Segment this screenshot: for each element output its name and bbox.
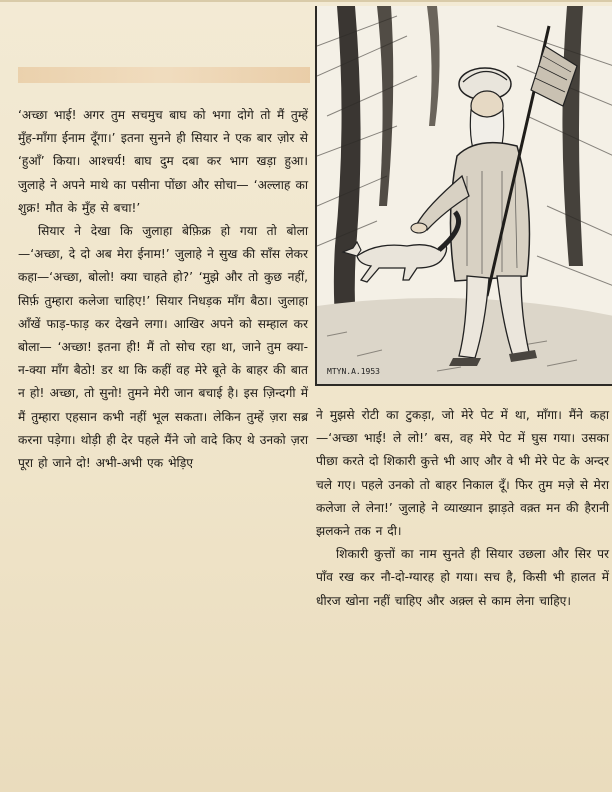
paragraph: सियार ने देखा कि जुलाहा बेफ़िक्र हो गया तो बोला—‘अच्छा, दे दो अब मेरा ईनाम!’ जुलाहे ने सुख की साँस लेकर कहा—‘अच्छा, बोलो! क्या चाहते हो?’ ‘मुझे और तो कुछ नहीं, सिर्फ़ तुम्हारा कलेजा चाहिए!’ सियार निधड़क माँग बैठा। जुलाहा आँखें फाड़-फाड़ कर देखने लगा। आखिर अपने को सम्हाल कर बोला— ‘अच्छा! इतना ही! मैं तो सोच रहा था, जाने तुम क्या-न-क्या माँग बैठो! डर था कि कहीं वह मेरे बूते के बाहर की बात न हो! अच्छा, तो सुनो! तुमने मेरी जान बचाई है। इस ज़िन्दगी में मैं तुम्हारा एहसान कभी नहीं भूल सकता। लेकिन तुम्हें ज़रा सब्र करना पड़ेगा। थोड़ी ही देर पहले मैंने जो वादे किए थे उनको ज़रा पूरा हो जाने दो! अभी-अभी एक भेड़िए	[18, 224, 308, 471]
story-illustration	[315, 6, 612, 386]
paragraph: ‘अच्छा भाई! अगर तुम सचमुच बाघ को भगा दोगे तो मैं तुम्हें मुँह-माँगा ईनाम दूँगा।’ इतना सुनने ही सियार ने एक बार ज़ोर से ‘हुआँ’ किया। आश्चर्य! बाघ दुम दबा कर भाग खड़ा हुआ। जुलाहे ने अपने माथे का पसीना पोंछा और सोचा— ‘अल्लाह का शुक्र! मौत के मुँह से बचा!’	[18, 108, 308, 215]
paragraph: शिकारी कुत्तों का नाम सुनते ही सियार उछला और सिर पर पाँव रख कर नौ-दो-ग्यारह हो गया। सच है, किसी भी हालत में धीरज खोना नहीं चाहिए और अक़्ल से काम लेना चाहिए।	[316, 547, 609, 608]
right-text-column	[316, 404, 609, 613]
illustration-drawing	[317, 6, 612, 384]
paragraph: ने मुझसे रोटी का टुकड़ा, जो मेरे पेट में था, माँगा। मैंने कहा—‘अच्छा भाई! ले लो!’ बस, वह मेरे पेट में घुस गया। उसका पीछा करते दो शिकारी कुत्ते भी आए और वे भी मेरे पेट के अन्दर चले गए। पहले उनको तो बाहर निकाल दूँ। फिर तुम मज़े से मेरा कलेजा ले लेना!’ जुलाहे ने व्याख्यान झाड़ते वक़्त मन की हैरानी झलकने तक न दी।	[316, 408, 609, 539]
page-edge	[0, 0, 612, 2]
left-text-column	[18, 104, 308, 475]
header-color-band	[18, 67, 310, 83]
artist-signature: MTYN.A.1953	[327, 367, 380, 376]
